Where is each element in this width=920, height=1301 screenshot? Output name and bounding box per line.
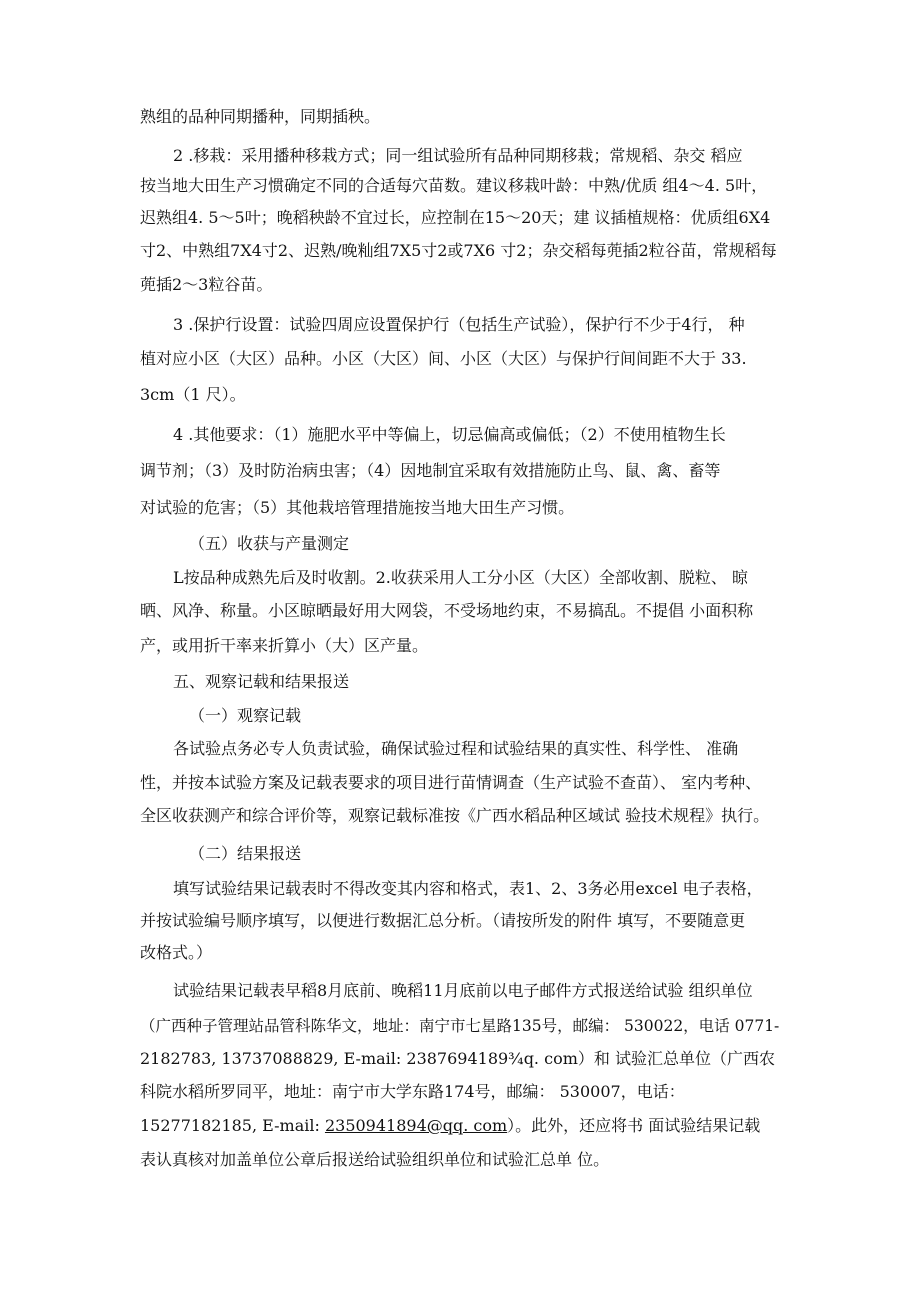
paragraph-line: 晒、风净、称量。小区晾晒最好用大网袋，不受场地约束，不易搞乱。不提倡 小面积称: [140, 601, 754, 620]
paragraph-line: 寸2、中熟组7X4寸2、迟熟/晚籼组7X5寸2或7X6 寸2；杂交稻每蔸插2粒谷苗，常规稻每: [140, 241, 777, 260]
contact-text: ）。此外，还应将书 面试验结果记载: [507, 1116, 761, 1135]
paragraph-line: 3 .保护行设置：试验四周应设置保护行（包括生产试验），保护行不少于4行， 种: [173, 315, 745, 334]
paragraph-line: 2 .移栽：采用播种移栽方式；同一组试验所有品种同期移栽；常规稻、杂交 稻应: [173, 146, 743, 165]
paragraph-line: 4 .其他要求：（1）施肥水平中等偏上，切忌偏高或偏低；（2）不使用植物生长: [173, 425, 726, 444]
paragraph-line: 调节剂；（3）及时防治病虫害；（4）因地制宜采取有效措施防止鸟、鼠、禽、畜等: [140, 461, 721, 480]
paragraph-line: 2182783, 13737088829, E-mail: 2387694189¾q. com）和 试验汇总单位（广西农: [140, 1049, 775, 1068]
paragraph-line: 各试验点务必专人负责试验，确保试验过程和试验结果的真实性、科学性、 准确: [173, 739, 739, 758]
section-heading: （二）结果报送: [189, 844, 302, 863]
paragraph-line: 全区收获测产和综合评价等，观察记载标准按《广西水稻品种区域试 验技术规程》执行。: [140, 806, 770, 825]
paragraph-line: 填写试验结果记载表时不得改变其内容和格式，表1、2、3务必用excel 电子表格，: [173, 879, 763, 898]
paragraph-line: 并按试验编号顺序填写，以便进行数据汇总分析。（请按所发的附件 填写，不要随意更: [140, 911, 746, 930]
paragraph-line: 试验结果记载表早稻8月底前、晚稻11月底前以电子邮件方式报送给试验 组织单位: [173, 981, 753, 1000]
paragraph-line: 对试验的危害；（5）其他栽培管理措施按当地大田生产习惯。: [140, 498, 575, 517]
paragraph-line: 熟组的品种同期播种，同期插秧。: [140, 107, 381, 126]
paragraph-line: 蔸插2～3粒谷苗。: [140, 275, 273, 294]
paragraph-line: （广西种子管理站品管科陈华文，地址：南宁市七星路135号，邮编： 530022，电话 0771-: [140, 1017, 780, 1035]
paragraph-line: 3cm（1 尺）。: [140, 385, 246, 404]
paragraph-line: 产，或用折干率来折算小（大）区产量。: [140, 636, 429, 655]
paragraph-line: 表认真核对加盖单位公章后报送给试验组织单位和试验汇总单 位。: [140, 1150, 610, 1169]
paragraph-line: 改格式。）: [140, 943, 213, 962]
paragraph-line: 性，并按本试验方案及记载表要求的项目进行苗情调查（生产试验不查苗）、 室内考种、: [140, 773, 762, 792]
section-heading: 五、观察记载和结果报送: [173, 672, 350, 691]
paragraph-line: L按品种成熟先后及时收割。2.收获采用人工分小区（大区）全部收割、脱粒、 晾: [173, 568, 748, 587]
paragraph-line: 迟熟组4. 5～5叶；晚稻秧龄不宜过长，应控制在15～20天；建 议插植规格：优质组6X4: [140, 208, 771, 227]
paragraph-line: 植对应小区（大区）品种。小区（大区）间、小区（大区）与保护行间间距不大于 33.: [140, 349, 747, 368]
paragraph-line: [140, 1115, 760, 1139]
section-heading: （一）观察记载: [189, 706, 302, 725]
email-link[interactable]: 2350941894@qq. com: [324, 1116, 508, 1135]
paragraph-line: 科院水稻所罗同平，地址：南宁市大学东路174号，邮编： 530007，电话：: [140, 1082, 685, 1101]
section-heading: （五）收获与产量测定: [189, 534, 350, 553]
paragraph-line: 按当地大田生产习惯确定不同的合适每穴苗数。建议移栽叶龄：中熟/优质 组4～4. 5叶，: [140, 176, 768, 195]
contact-text: 15277182185, E-mail:: [140, 1116, 325, 1135]
